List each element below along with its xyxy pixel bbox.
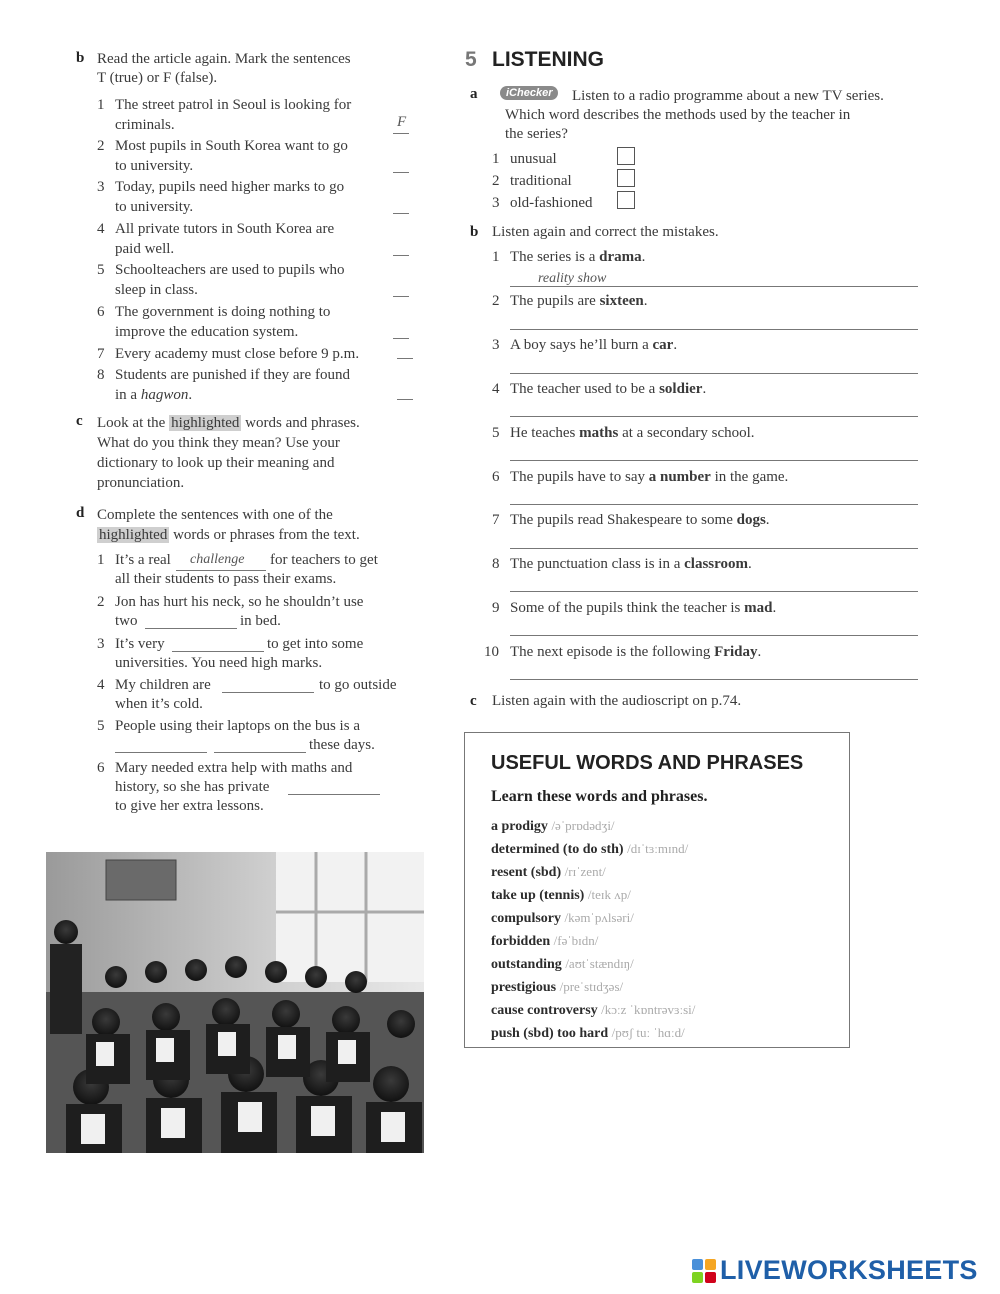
correction-sentence: The pupils have to say a number in the game. [510,469,789,485]
listening-a-instruction: Which word describes the methods used by the teacher in [505,107,851,123]
brand-text: LIVEWORKSHEETS [720,1255,978,1285]
correction-sentence: The series is a drama. [510,249,646,265]
liveworksheets-logo[interactable] [692,1255,978,1286]
correction-answer-input[interactable] [510,679,918,680]
correction-answer-input[interactable] [510,504,918,505]
tf-item-text: All private tutors in South Korea are paid well. [115,221,335,257]
gap-item: 2 [97,594,105,610]
gap-item-text: to give her extra lessons. [115,798,264,814]
gap-item-text: when it’s cold. [115,696,203,712]
tf-item: 7 [97,346,105,362]
exercise-c-letter: c [76,413,83,429]
tf-item-text: The street patrol in Seoul is looking for criminals. [115,97,352,133]
ichecker-badge: iChecker [500,86,558,100]
correction-answer-input[interactable] [510,591,918,592]
tf-answer-input[interactable] [393,172,409,173]
correction-number: 9 [492,600,500,616]
correction-answer-input[interactable]: reality show [538,271,607,286]
useful-words-subtitle: Learn these words and phrases. [491,788,708,805]
gap-item-text: It’s a real [115,552,171,568]
word-item: cause controversy /kɔːz ˈkɒntrəvɜːsi/ [491,1002,696,1018]
gap-item-text: People using their laptops on the bus is a [115,718,360,734]
gap-item: 5 [97,718,105,734]
tf-item-text: Every academy must close before 9 p.m. [115,346,360,362]
listening-a-letter: a [470,86,478,102]
word-item: determined (to do sth) /dɪˈtɜːmɪnd/ [491,841,689,857]
tf-item: 4 [97,221,105,237]
correction-sentence: Some of the pupils think the teacher is mad. [510,600,777,616]
gap-item-text: Jon has hurt his neck, so he shouldn’t use [115,594,364,610]
tf-answer-line [393,133,409,134]
correction-number: 6 [492,469,500,485]
gap-answer-input[interactable] [222,692,314,693]
correction-answer-input[interactable] [510,635,918,636]
gap-item-text: Mary needed extra help with maths and [115,760,353,776]
tf-answer-input[interactable] [393,338,409,339]
word-item: take up (tennis) /teɪk ʌp/ [491,887,631,903]
correction-number: 3 [492,337,500,353]
correction-answer-input[interactable] [510,548,918,549]
word-item: push (sbd) too hard /pʊʃ tuː ˈhɑːd/ [491,1025,685,1041]
tf-item-text: Today, pupils need higher marks to go to university. [115,179,345,215]
word-item: resent (sbd) /rɪˈzent/ [491,864,606,880]
tf-item-text: Most pupils in South Korea want to go to university. [115,138,348,174]
correction-number: 2 [492,293,500,309]
word-item: compulsory /kəmˈpʌlsəri/ [491,910,634,926]
useful-words-title: USEFUL WORDS AND PHRASES [491,752,804,774]
option-number: 1 [492,151,500,167]
correction-number: 4 [492,381,500,397]
tf-item: 5 [97,262,105,278]
gap-item: 4 [97,677,105,693]
correction-sentence: The pupils read Shakespeare to some dogs. [510,512,770,528]
gap-item-text: these days. [309,737,375,753]
tf-item: 8 [97,367,105,383]
gap-item: 6 [97,760,105,776]
listening-b-instruction: Listen again and correct the mistakes. [492,224,719,240]
tf-item: 3 [97,179,105,195]
tf-item-text: Students are punished if they are found in a hagwon. [115,367,350,403]
useful-words-list [491,815,695,1045]
exercise-c-instruction: Look at the highlighted words and phrases. What do you think they mean? Use your dictionary to look up their meaning and pronunciation. [97,415,360,491]
classroom-photo [46,852,424,1153]
option-label: old-fashioned [510,195,593,211]
tf-answer-input[interactable] [397,399,413,400]
gap-answer-input[interactable] [115,752,207,753]
correction-answer-input[interactable] [510,416,918,417]
gap-item: 3 [97,636,105,652]
exercise-d-instruction: Complete the sentences with one of the highlighted words or phrases from the text. [97,507,360,543]
correction-sentence: The punctuation class is in a classroom. [510,556,752,572]
exercise-d-letter: d [76,505,85,521]
gap-answer-input[interactable] [172,651,264,652]
tf-item: 6 [97,304,105,320]
word-item: prestigious /preˈstɪdʒəs/ [491,979,624,995]
tf-answer-input[interactable] [397,358,413,359]
tf-answer-input[interactable] [393,213,409,214]
gap-item-text: all their students to pass their exams. [115,571,337,587]
gap-item-text: It’s very [115,636,165,652]
section-number: 5 [465,48,477,71]
correction-answer-input[interactable] [510,460,918,461]
tf-answer-input[interactable] [393,296,409,297]
correction-sentence: A boy says he’ll burn a car. [510,337,678,353]
correction-sentence: He teaches maths at a secondary school. [510,425,755,441]
option-checkbox[interactable] [617,147,635,165]
option-label: unusual [510,151,557,167]
correction-sentence: The teacher used to be a soldier. [510,381,707,397]
listening-c-letter: c [470,693,477,709]
correction-number: 7 [492,512,500,528]
gap-item-text: for teachers to get [270,552,378,568]
gap-item-text: in bed. [240,613,281,629]
correction-number: 10 [484,644,499,660]
logo-icon [692,1259,716,1283]
tf-item: 2 [97,138,105,154]
correction-answer-input[interactable] [510,373,918,374]
word-item: outstanding /aʊtˈstændɪŋ/ [491,956,634,972]
gap-answer-input[interactable] [288,794,380,795]
option-checkbox[interactable] [617,169,635,187]
gap-item-text: to go outside [319,677,397,693]
tf-item-text: Schoolteachers are used to pupils who sleep in class. [115,262,345,298]
gap-answer-input[interactable]: challenge [190,552,245,567]
option-number: 3 [492,195,500,211]
correction-number: 8 [492,556,500,572]
correction-number: 1 [492,249,500,265]
listening-b-letter: b [470,224,479,240]
listening-a-instruction: Listen to a radio programme about a new TV series. [572,88,884,104]
word-item: forbidden /fəˈbɪdn/ [491,933,599,949]
correction-sentence: The next episode is the following Friday. [510,644,762,660]
exercise-b-instruction: Read the article again. Mark the sentences T (true) or F (false). [97,51,351,86]
exercise-b-letter: b [76,50,85,66]
option-number: 2 [492,173,500,189]
correction-answer-input[interactable] [510,329,918,330]
gap-item-text: universities. You need high marks. [115,655,323,671]
listening-a-instruction: the series? [505,126,568,142]
gap-item-text: history, so she has private [115,779,270,795]
word-item: a prodigy /əˈprɒdədʒi/ [491,818,615,834]
gap-answer-input[interactable] [214,752,306,753]
tf-answer-input[interactable]: F [397,114,407,130]
tf-item: 1 [97,97,105,113]
gap-item: 1 [97,552,105,568]
option-label: traditional [510,173,572,189]
tf-item-text: The government is doing nothing to improve the education system. [115,304,331,340]
option-checkbox[interactable] [617,191,635,209]
gap-item-text: to get into some [267,636,364,652]
listening-c-instruction: Listen again with the audioscript on p.74. [492,693,742,709]
correction-sentence: The pupils are sixteen. [510,293,648,309]
gap-answer-input[interactable] [145,628,237,629]
correction-number: 5 [492,425,500,441]
gap-item-text: My children are [115,677,211,693]
correction-line [510,286,918,287]
gap-item-text: two [115,613,138,629]
section-title: LISTENING [492,48,605,71]
tf-answer-input[interactable] [393,255,409,256]
